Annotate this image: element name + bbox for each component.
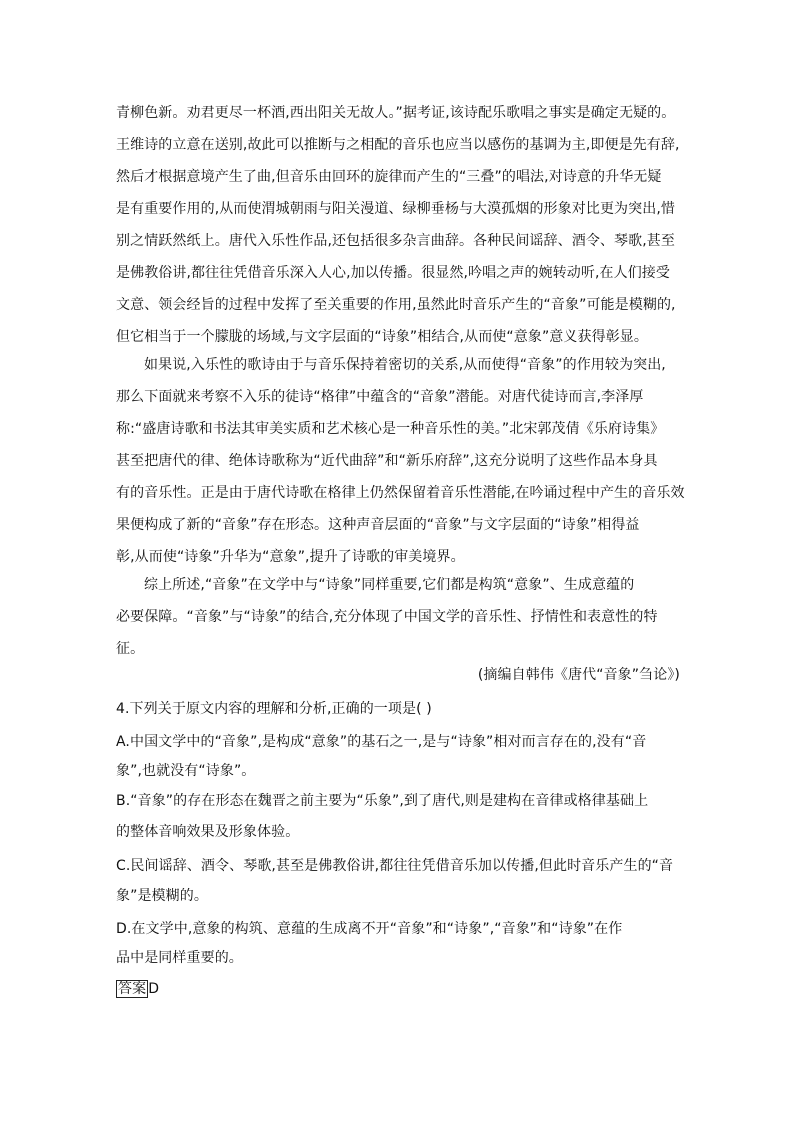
answer-row [116,980,680,998]
source-citation: (摘编自韩伟《唐代“音象”刍论》) [477,667,680,683]
option-d-line-1: D.在文学中,意象的构筑、意蕴的生成离不开“音象”和“诗象”,“音象”和“诗象”在作 [116,921,623,937]
paragraph-line: 但它相当于一个朦胧的场域,与文字层面的“诗象”相结合,从而使“意象”意义获得彰显。 [116,329,649,345]
answer-value: D [148,981,160,997]
answer-label-box: 答案 [118,981,147,997]
paragraph-line: 称:“盛唐诗歌和书法其审美实质和艺术核心是一种音乐性的美。”北宋郭茂倩《乐府诗集》 [116,421,665,437]
paragraph-line: 甚至把唐代的律、绝体诗歌称为“近代曲辞”和“新乐府辞”,这充分说明了这些作品本身具 [116,453,658,469]
paragraph-line: 综上所述,“音象”在文学中与“诗象”同样重要,它们都是构筑“意象”、生成意蕴的 [144,577,635,593]
option-c-line-1: C.民间谣辞、酒令、琴歌,甚至是佛教俗讲,都往往凭借音乐加以传播,但此时音乐产生的“音 [116,858,674,874]
paragraph-line: 彰,从而使“诗象”升华为“意象”,提升了诗歌的审美境界。 [116,549,465,565]
paragraph-line: 是有重要作用的,从而使渭城朝雨与阳关漫道、绿柳垂杨与大漠孤烟的形象对比更为突出,惜 [116,201,675,217]
paragraph-line: 征。 [116,641,145,657]
paragraph-line: 有的音乐性。正是由于唐代诗歌在格律上仍然保留着音乐性潜能,在吟诵过程中产生的音乐效 [116,485,685,501]
option-a-line-2: 象”,也就没有“诗象”。 [116,763,256,779]
paragraph-line: 别之情跃然纸上。唐代入乐性作品,还包括很多杂言曲辞。各种民间谣辞、酒令、琴歌,甚至 [116,233,675,249]
paragraph-line: 然后才根据意境产生了曲,但音乐由回环的旋律而产生的“三叠”的唱法,对诗意的升华无疑 [116,169,662,185]
option-b-line-2: 的整体音响效果及形象体验。 [116,824,300,840]
paragraph-line: 必要保障。“音象”与“诗象”的结合,充分体现了中国文学的音乐性、抒情性和表意性的特 [116,609,658,625]
paragraph-line: 王维诗的立意在送别,故此可以推断与之相配的音乐也应当以感伤的基调为主,即便是先有辞, [116,137,680,153]
paragraph-line: 如果说,入乐性的歌诗由于与音乐保持着密切的关系,从而使得“音象”的作用较为突出, [144,357,666,373]
option-b-line-1: B.“音象”的存在形态在魏晋之前主要为“乐象”,到了唐代,则是建构在音律或格律基础上 [116,793,649,809]
paragraph-line: 那么下面就来考察不入乐的徒诗“格律”中蕴含的“音象”潜能。对唐代徒诗而言,李泽厚 [116,389,644,405]
option-c-line-2: 象”是模糊的。 [116,888,208,904]
paragraph-line: 青柳色新。劝君更尽一杯酒,西出阳关无故人。”据考证,该诗配乐歌唱之事实是确定无疑的。 [116,105,676,121]
paragraph-line: 果便构成了新的“音象”存在形态。这种声音层面的“音象”与文字层面的“诗象”相得益 [116,517,640,533]
paragraph-line: 文意、领会经旨的过程中发挥了至关重要的作用,虽然此时音乐产生的“音象”可能是模糊的, [116,297,676,313]
paragraph-line: 是佛教俗讲,都往往凭借音乐深入人心,加以传播。很显然,吟唱之声的婉转动听,在人们接受 [116,265,670,281]
question-stem: 4.下列关于原文内容的理解和分析,正确的一项是( ) [116,701,432,717]
option-d-line-2: 品中是同样重要的。 [116,950,243,966]
option-a-line-1: A.中国文学中的“音象”,是构成“意象”的基石之一,是与“诗象”相对而言存在的,没有“音 [116,734,647,750]
